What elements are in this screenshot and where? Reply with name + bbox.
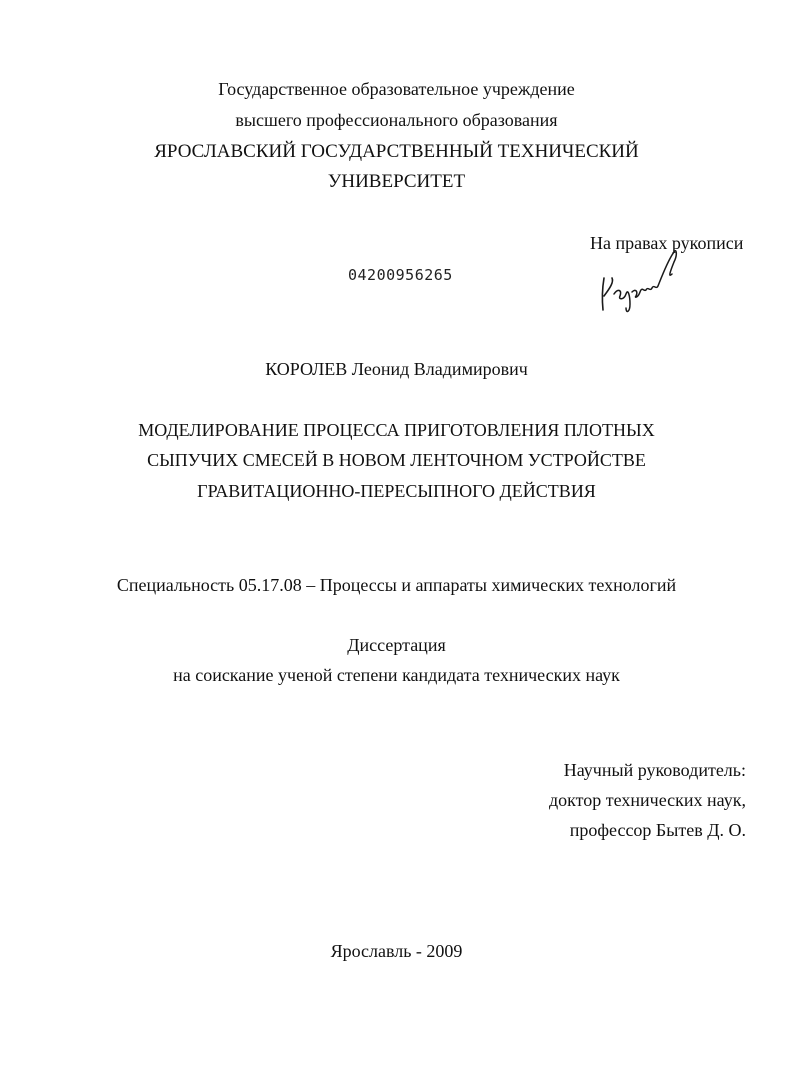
dissertation-title-line-1: МОДЕЛИРОВАНИЕ ПРОЦЕССА ПРИГОТОВЛЕНИЯ ПЛОТНЫХ (138, 420, 655, 440)
specialty-line: Специальность 05.17.08 – Процессы и аппараты химических технологий (116, 575, 677, 595)
dissertation-title-line-3: ГРАВИТАЦИОННО-ПЕРЕСЫПНОГО ДЕЙСТВИЯ (197, 481, 596, 501)
work-type: Диссертация (347, 635, 446, 655)
degree-line: на соискание ученой степени кандидата технических наук (173, 665, 620, 685)
catalog-number: 04200956265 (348, 266, 453, 284)
supervisor-degree: доктор технических наук, (549, 790, 746, 810)
institution-line-1: Государственное образовательное учреждение (218, 79, 575, 99)
rights-note: На правах рукописи (590, 233, 744, 253)
supervisor-name: профессор Бытев Д. О. (569, 820, 746, 840)
university-name-line-2: УНИВЕРСИТЕТ (327, 171, 466, 192)
institution-line-2: высшего профессионального образования (235, 110, 558, 130)
handwritten-signature-icon (592, 238, 692, 318)
supervisor-label: Научный руководитель: (563, 760, 746, 780)
city-year: Ярославль - 2009 (330, 941, 463, 961)
dissertation-title-line-2: СЫПУЧИХ СМЕСЕЙ В НОВОМ ЛЕНТОЧНОМ УСТРОЙСТВЕ (147, 450, 646, 470)
author-name: КОРОЛЕВ Леонид Владимирович (265, 359, 528, 379)
university-name-line-1: ЯРОСЛАВСКИЙ ГОСУДАРСТВЕННЫЙ ТЕХНИЧЕСКИЙ (154, 141, 639, 162)
